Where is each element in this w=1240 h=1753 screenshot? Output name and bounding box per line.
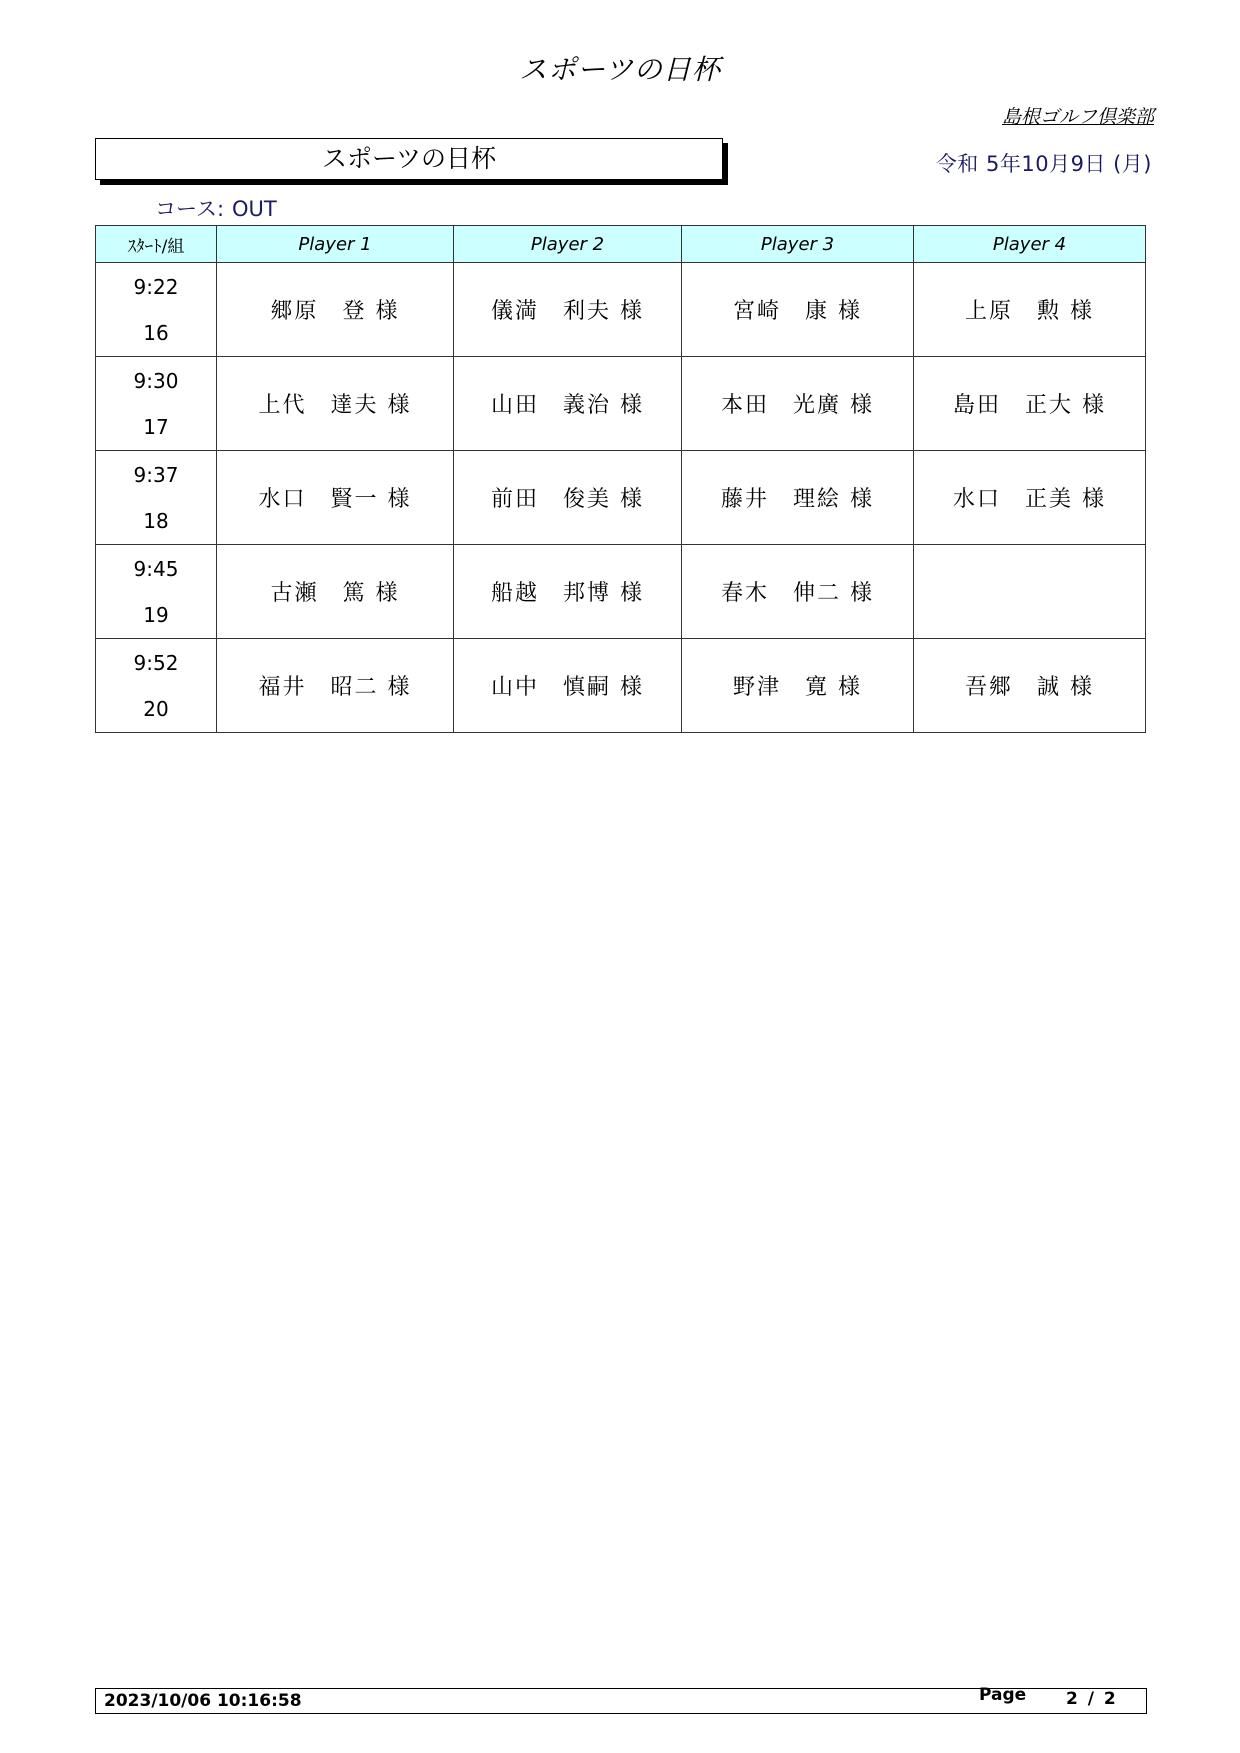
player-cell: 春木 伸二 様 — [682, 545, 914, 639]
player-cell: 宮崎 康 様 — [682, 263, 914, 357]
start-time: 9:45 — [133, 556, 179, 581]
page-label: Page — [979, 1685, 1027, 1705]
start-time: 9:22 — [133, 274, 179, 299]
start-time: 9:30 — [133, 368, 179, 393]
column-header-player-3: Player 3 — [682, 226, 914, 263]
course-line — [155, 193, 285, 223]
column-header-player-4: Player 4 — [914, 226, 1146, 263]
player-cell: 水口 賢一 様 — [217, 451, 454, 545]
table-row — [96, 263, 1146, 357]
table-header-row — [96, 226, 1146, 263]
event-title-box: スポーツの日杯 — [95, 138, 723, 180]
player-cell — [914, 545, 1146, 639]
player-cell: 野津 寛 様 — [682, 639, 914, 733]
group-number: 19 — [143, 602, 169, 627]
player-cell: 上代 達夫 様 — [217, 357, 454, 451]
group-number: 17 — [143, 414, 169, 439]
player-cell: 本田 光廣 様 — [682, 357, 914, 451]
column-header-start-group: ｽﾀｰﾄ/組 — [96, 226, 217, 263]
page-footer — [95, 1685, 1147, 1714]
column-header-player-2: Player 2 — [454, 226, 682, 263]
player-cell: 山中 慎嗣 様 — [454, 639, 682, 733]
start-group-cell — [96, 451, 217, 545]
table-row — [96, 357, 1146, 451]
group-number: 20 — [143, 696, 169, 721]
start-schedule-table — [95, 225, 1146, 733]
course-label: コース: — [155, 197, 225, 221]
player-cell: 上原 勲 様 — [914, 263, 1146, 357]
player-cell: 水口 正美 様 — [914, 451, 1146, 545]
player-cell: 山田 義治 様 — [454, 357, 682, 451]
document-header-title: スポーツの日杯 — [519, 53, 721, 86]
player-cell: 古瀬 篤 様 — [217, 545, 454, 639]
group-number: 16 — [143, 320, 169, 345]
player-cell: 吾郷 誠 様 — [914, 639, 1146, 733]
player-cell: 船越 邦博 様 — [454, 545, 682, 639]
start-time: 9:52 — [133, 650, 179, 675]
start-group-cell — [96, 545, 217, 639]
player-cell: 郷原 登 様 — [217, 263, 454, 357]
course-value: OUT — [232, 197, 277, 221]
player-cell: 儀満 利夫 様 — [454, 263, 682, 357]
player-cell: 前田 俊美 様 — [454, 451, 682, 545]
page-number: 2 / 2 — [1066, 1689, 1118, 1709]
player-cell: 藤井 理絵 様 — [682, 451, 914, 545]
table-row — [96, 639, 1146, 733]
player-cell: 福井 昭二 様 — [217, 639, 454, 733]
print-timestamp: 2023/10/06 10:16:58 — [104, 1691, 302, 1711]
column-header-player-1: Player 1 — [217, 226, 454, 263]
start-group-cell — [96, 357, 217, 451]
start-time: 9:37 — [133, 462, 179, 487]
player-cell: 島田 正大 様 — [914, 357, 1146, 451]
start-group-cell — [96, 263, 217, 357]
table-row — [96, 451, 1146, 545]
start-group-cell — [96, 639, 217, 733]
table-row — [96, 545, 1146, 639]
club-name: 島根ゴルフ倶楽部 — [1001, 106, 1154, 128]
event-date: 令和 5年10月9日 (月) — [935, 152, 1152, 176]
group-number: 18 — [143, 508, 169, 533]
